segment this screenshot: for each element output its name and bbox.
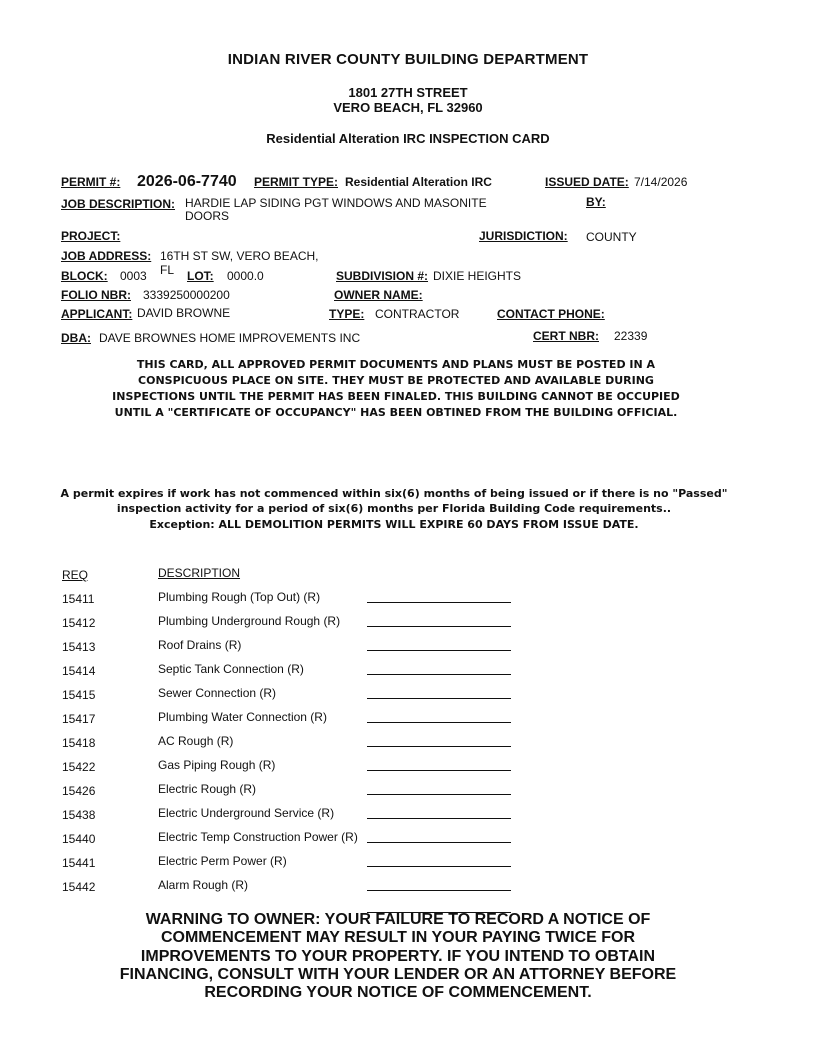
expiration-notice-line2: inspection activity for a period of six(6) months per Florida Building Code requirements.. — [116, 502, 672, 515]
inspection-req-code: 15438 — [62, 808, 96, 822]
inspection-req-code: 15412 — [62, 616, 96, 630]
inspection-req-code: 15413 — [62, 640, 96, 654]
signature-line — [367, 866, 511, 867]
permit-type-label: PERMIT TYPE: — [254, 175, 339, 189]
job-description-line2: DOORS — [185, 209, 230, 223]
dba: DAVE BROWNES HOME IMPROVEMENTS INC — [99, 331, 361, 345]
table-row — [0, 854, 816, 878]
permit-number: 2026-06-7740 — [137, 173, 237, 190]
block: 0003 — [120, 269, 147, 283]
posting-notice: THIS CARD, ALL APPROVED PERMIT DOCUMENTS AND PLANS MUST BE POSTED IN A CONSPICUOUS PLACE ON SITE. THEY MUST BE PROTECTED AND AVAILABLE DURING INSPECTIONS UNTIL THE PERMIT HAS BEEN FINALED. THIS BUILDING CANNOT BE OCCUPIED UNTIL A "CERTIFICATE OF OCCUPANCY" HAS BEEN OBTINED FROM THE BUILDING OFFICIAL. — [112, 358, 680, 419]
table-row — [0, 758, 816, 782]
job-description-line1: HARDIE LAP SIDING PGT WINDOWS AND MASONITE — [185, 196, 487, 210]
table-row — [0, 614, 816, 638]
inspection-description: Electric Rough (R) — [158, 782, 257, 796]
owner-name-label: OWNER NAME: — [334, 288, 423, 302]
inspection-description: Septic Tank Connection (R) — [158, 662, 304, 676]
table-row — [0, 782, 816, 806]
project-label: PROJECT: — [61, 229, 121, 243]
cert-number-label: CERT NBR: — [533, 329, 599, 343]
permit-type: Residential Alteration IRC — [345, 175, 492, 189]
type-label: TYPE: — [329, 307, 365, 321]
inspection-req-code: 15422 — [62, 760, 96, 774]
folio-label: FOLIO NBR: — [61, 288, 131, 302]
signature-line — [367, 650, 511, 651]
inspection-description: Gas Piping Rough (R) — [158, 758, 276, 772]
jurisdiction: COUNTY — [586, 230, 637, 244]
owner-warning: WARNING TO OWNER: YOUR FAILURE TO RECORD A NOTICE OF COMMENCEMENT MAY RESULT IN YOUR PAYING TWICE FOR IMPROVEMENTS TO YOUR PROPERTY. IF YOU INTEND TO OBTAIN FINANCING, CONSULT WITH YOUR LENDER OR AN ATTORNEY BEFORE RECORDING YOUR NOTICE OF COMMENCEMENT. — [119, 911, 677, 1002]
inspection-req-code: 15411 — [62, 592, 95, 606]
expiration-notice-line1: A permit expires if work has not commenced within six(6) months of being issued or if there is no "Passed" — [60, 487, 728, 500]
inspection-description: Electric Underground Service (R) — [158, 806, 335, 820]
contact-phone-label: CONTACT PHONE: — [497, 307, 605, 321]
inspection-description: Electric Temp Construction Power (R) — [158, 830, 358, 844]
signature-line — [367, 626, 511, 627]
inspection-req-code: 15417 — [62, 712, 96, 726]
card-title: Residential Alteration IRC INSPECTION CARD — [266, 131, 550, 146]
department-street: 1801 27TH STREET — [348, 85, 468, 100]
inspection-description: Plumbing Rough (Top Out) (R) — [158, 590, 321, 604]
issued-date-label: ISSUED DATE: — [545, 175, 629, 189]
block-label: BLOCK: — [61, 269, 108, 283]
folio-number: 3339250000200 — [143, 288, 230, 302]
job-address-line1: 16TH ST SW, VERO BEACH, — [160, 249, 319, 263]
signature-line — [367, 890, 511, 891]
inspection-description: Sewer Connection (R) — [158, 686, 277, 700]
inspection-description: Alarm Rough (R) — [158, 878, 249, 892]
subdivision-label: SUBDIVISION #: — [336, 269, 429, 283]
applicant: DAVID BROWNE — [137, 306, 231, 320]
table-row — [0, 662, 816, 686]
signature-line — [367, 818, 511, 819]
signature-line — [367, 722, 511, 723]
table-row — [0, 734, 816, 758]
by-label: BY: — [586, 195, 606, 209]
applicant-label: APPLICANT: — [61, 307, 133, 321]
inspection-req-code: 15415 — [62, 688, 96, 702]
contractor-type: CONTRACTOR — [375, 307, 460, 321]
lot-label: LOT: — [187, 269, 214, 283]
department-title: INDIAN RIVER COUNTY BUILDING DEPARTMENT — [227, 51, 589, 68]
expiration-notice-line3: Exception: ALL DEMOLITION PERMITS WILL EXPIRE 60 DAYS FROM ISSUE DATE. — [149, 518, 639, 531]
signature-line — [367, 842, 511, 843]
inspection-req-code: 15426 — [62, 784, 96, 798]
issued-date: 7/14/2026 — [634, 175, 688, 189]
department-city: VERO BEACH, FL 32960 — [333, 100, 483, 115]
signature-line — [367, 602, 511, 603]
signature-line — [367, 698, 511, 699]
inspection-req-code: 15441 — [62, 856, 96, 870]
dba-label: DBA: — [61, 331, 91, 345]
inspection-description: AC Rough (R) — [158, 734, 234, 748]
cert-number: 22339 — [614, 329, 648, 343]
inspection-req-code: 15418 — [62, 736, 96, 750]
table-row — [0, 638, 816, 662]
inspection-req-code: 15442 — [62, 880, 96, 894]
job-address-line2: FL — [160, 263, 175, 277]
signature-line — [367, 794, 511, 795]
inspection-description: Plumbing Underground Rough (R) — [158, 614, 341, 628]
subdivision: DIXIE HEIGHTS — [433, 269, 522, 283]
signature-line — [367, 770, 511, 771]
table-row — [0, 590, 816, 614]
inspection-description: Plumbing Water Connection (R) — [158, 710, 327, 724]
signature-line — [367, 674, 511, 675]
job-address-label: JOB ADDRESS: — [61, 249, 152, 263]
table-row — [0, 878, 816, 902]
table-row — [0, 710, 816, 734]
req-column-header: REQ — [62, 568, 89, 582]
table-row — [0, 830, 816, 854]
inspection-description: Roof Drains (R) — [158, 638, 242, 652]
signature-line — [367, 746, 511, 747]
table-row — [0, 686, 816, 710]
inspection-req-code: 15414 — [62, 664, 96, 678]
description-column-header: DESCRIPTION — [158, 566, 241, 580]
jurisdiction-label: JURISDICTION: — [479, 229, 568, 243]
table-row — [0, 806, 816, 830]
permit-number-label: PERMIT #: — [61, 175, 121, 189]
lot: 0000.0 — [227, 269, 264, 283]
inspection-description: Electric Perm Power (R) — [158, 854, 287, 868]
job-description-label: JOB DESCRIPTION: — [61, 197, 176, 211]
inspection-req-code: 15440 — [62, 832, 96, 846]
